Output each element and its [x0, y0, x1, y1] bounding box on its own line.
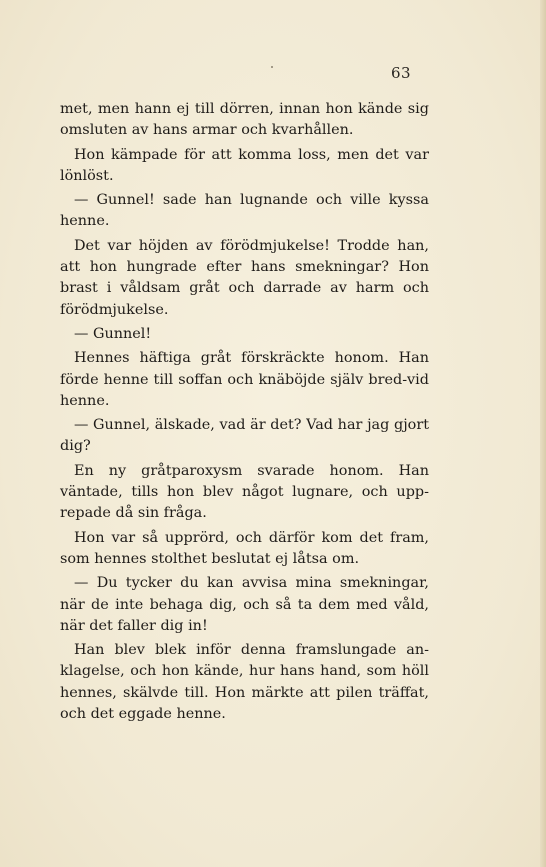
- paper-speck: [271, 66, 273, 68]
- paragraph: — Gunnel! sade han lugnande och ville kyssa henne.: [60, 192, 429, 230]
- paragraph: En ny gråtparoxysm svarade honom. Han väntade, tills hon blev något lugnare, och upp-repade då sin fråga.: [60, 462, 429, 522]
- body-text: [60, 99, 429, 728]
- paragraph: Hennes häftiga gråt förskräckte honom. Han förde henne till soffan och knäböjde själv bred-vid henne.: [60, 350, 429, 409]
- paragraph: — Gunnel!: [74, 325, 152, 342]
- paragraph: Det var höjden av förödmjukelse! Trodde han, att hon hungrade efter hans smekningar? Hon brast i våldsam gråt och darrade av harm och förödmjukelse.: [60, 237, 429, 318]
- paragraph: Hon var så upprörd, och därför kom det fram, som hennes stolthet beslutat ej låtsa om.: [60, 529, 429, 567]
- paragraph: Han blev blek inför denna framslungade an-klagelse, och hon kände, hur hans hand, som höll hennes, skälvde till. Hon märkte att pilen träffat, och det eggade henne.: [60, 642, 429, 723]
- paragraph: — Du tycker du kan avvisa mina smekningar, när de inte behaga dig, och så ta dem med våld, när det faller dig in!: [60, 575, 429, 634]
- page-edge: [540, 0, 546, 867]
- paragraph: met, men hann ej till dörren, innan hon kände sig omsluten av hans armar och kvarhållen.: [60, 101, 429, 139]
- paragraph: Hon kämpade för att komma loss, men det var lönlöst.: [60, 146, 429, 184]
- page-number: 63: [391, 64, 412, 82]
- paragraph: — Gunnel, älskade, vad är det? Vad har jag gjort dig?: [60, 417, 429, 455]
